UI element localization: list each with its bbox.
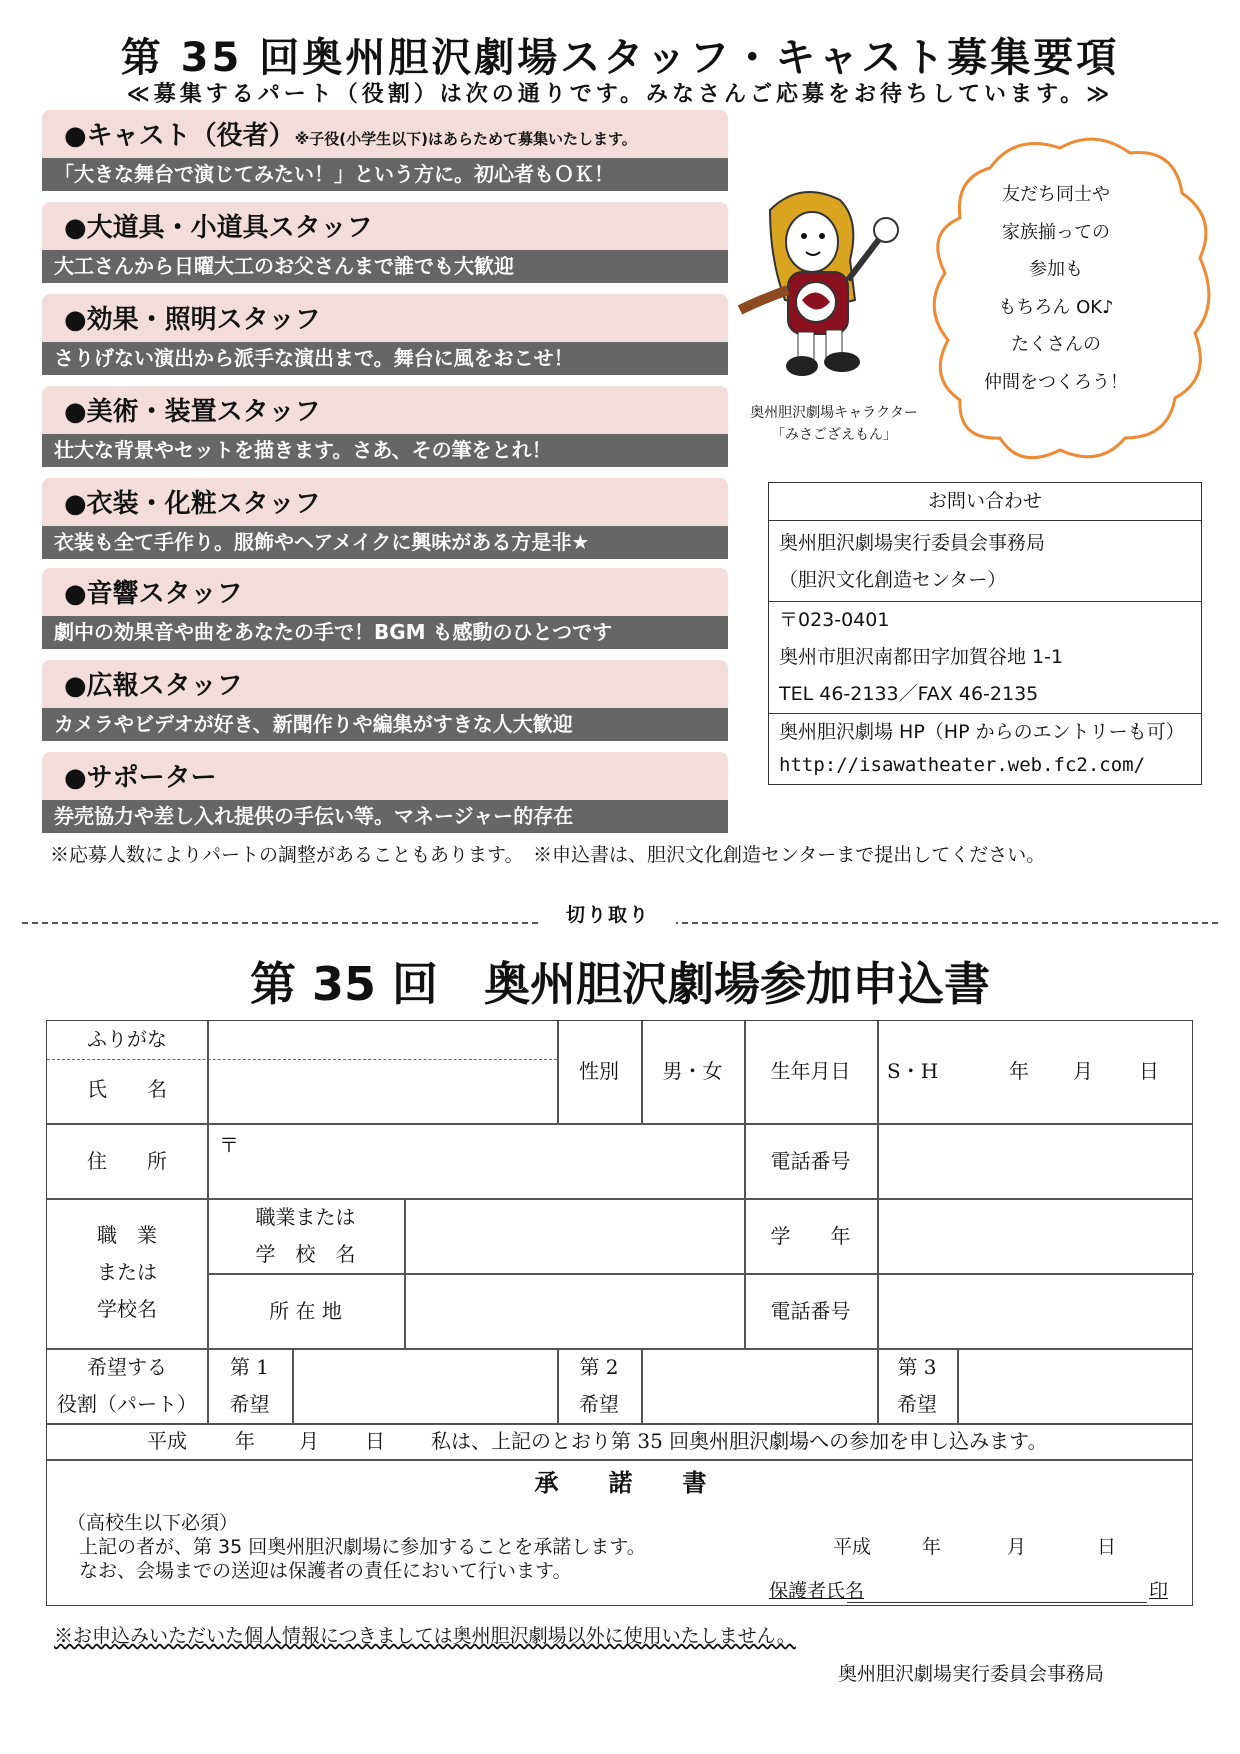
wish-third-input[interactable] <box>959 1350 1192 1421</box>
consent-year: 年 <box>922 1536 942 1558</box>
guardian-signature-line[interactable] <box>847 1602 1147 1603</box>
phone-label: 電話番号 <box>770 1149 851 1173</box>
cloud-line: もちろん OK♪ <box>998 296 1114 318</box>
job-label-line3: 学校名 <box>97 1297 157 1321</box>
contact-url[interactable]: http://isawatheater.web.fc2.com/ <box>779 754 1146 776</box>
role-desc: 劇中の効果音や曲をあなたの手で！BGM も感動のひとつです <box>42 616 728 649</box>
role-cast <box>42 110 728 193</box>
grade-label: 学 年 <box>770 1224 851 1248</box>
wish-third-line1: 第 3 <box>897 1355 937 1379</box>
mascot-icon <box>730 180 930 390</box>
phone2-input[interactable] <box>879 1275 1192 1346</box>
role-supporter <box>42 752 728 835</box>
wish-label-line1: 希望する <box>87 1355 167 1379</box>
job-or-school-line2: 学 校 名 <box>255 1242 356 1266</box>
job-input[interactable] <box>406 1200 742 1271</box>
location-input[interactable] <box>406 1275 742 1346</box>
address-label: 住 所 <box>87 1149 167 1173</box>
role-lighting <box>42 294 728 377</box>
job-or-school-line1: 職業または <box>255 1205 356 1229</box>
cloud-line: 仲間をつくろう！ <box>984 371 1128 393</box>
birth-era[interactable]: S・H <box>887 1059 939 1083</box>
consent-title: 承諾書 <box>534 1469 757 1497</box>
form-title: 第 35 回 奥州胆沢劇場参加申込書 <box>249 957 991 1011</box>
character-illustration <box>730 180 930 390</box>
wish-second-input[interactable] <box>643 1350 875 1421</box>
consent-month: 月 <box>1007 1536 1027 1558</box>
contact-postal: 〒023-0401 <box>769 601 1201 639</box>
wish-label <box>47 1349 207 1423</box>
wish-first-label <box>207 1349 292 1423</box>
role-sound <box>42 568 728 651</box>
birth-year: 年 <box>1009 1059 1029 1083</box>
phone2-label: 電話番号 <box>770 1299 851 1323</box>
birth-label: 生年月日 <box>770 1059 851 1083</box>
character-caption-line1: 奥州胆沢劇場キャラクター <box>750 405 918 421</box>
consent-requirement: （高校生以下必須） <box>67 1512 239 1534</box>
declaration-year: 年 <box>235 1429 255 1453</box>
consent-line1: 上記の者が、第 35 回奥州胆沢劇場に参加することを承諾します。 <box>79 1536 646 1558</box>
name-input[interactable] <box>209 1063 555 1121</box>
role-costume <box>42 478 728 561</box>
role-name: ●効果・照明スタッフ <box>64 305 321 335</box>
declaration-text: 私は、上記のとおり第 35 回奥州胆沢劇場への参加を申し込みます。 <box>431 1429 1048 1453</box>
character-caption-line2: 「みさござえもん」 <box>771 427 897 443</box>
postal-mark: 〒 <box>219 1133 239 1157</box>
birth-day: 日 <box>1139 1059 1159 1083</box>
contact-header: お問い合わせ <box>769 483 1201 521</box>
contact-org: 奥州胆沢劇場実行委員会事務局 <box>779 532 1046 554</box>
cut-label: 切り取り <box>540 902 676 928</box>
birth-month: 月 <box>1073 1059 1093 1083</box>
wish-second-line1: 第 2 <box>579 1355 619 1379</box>
role-name: ●美術・装置スタッフ <box>64 397 321 427</box>
contact-box <box>768 482 1202 785</box>
footnote: ※応募人数によりパートの調整があることもあります。 ※申込書は、胆沢文化創造センターまで提出してください。 <box>50 844 1046 866</box>
cloud-text <box>945 176 1167 401</box>
role-name: ●衣装・化粧スタッフ <box>64 489 321 519</box>
declaration-month: 月 <box>299 1429 319 1453</box>
contact-tel: TEL 46-2133／FAX 46-2135 <box>779 683 1039 705</box>
job-or-school-label <box>207 1199 404 1273</box>
role-name: ●大道具・小道具スタッフ <box>64 213 373 243</box>
consent-line2: なお、会場までの送迎は保護者の責任において行います。 <box>79 1560 572 1582</box>
job-label-line1: 職 業 <box>97 1223 157 1247</box>
wish-second-line2: 希望 <box>579 1392 619 1416</box>
role-name: ●音響スタッフ <box>64 579 243 609</box>
role-desc: 「大きな舞台で演じてみたい！」という方に。初心者もＯＫ！ <box>42 158 728 191</box>
cloud-line: 友だち同士や <box>1002 184 1110 205</box>
wish-label-line2: 役割（パート） <box>57 1392 197 1416</box>
role-name: ●キャスト（役者） <box>64 121 295 151</box>
role-desc: 壮大な背景やセットを描きます。さあ、その筆をとれ！ <box>42 434 728 467</box>
role-desc: 大工さんから日曜大工のお父さんまで誰でも大歓迎 <box>42 250 728 283</box>
wish-third-label <box>877 1349 957 1423</box>
job-label <box>47 1217 207 1328</box>
wish-first-input[interactable] <box>294 1350 555 1421</box>
wish-first-line2: 希望 <box>229 1392 270 1416</box>
guardian-label: 保護者氏名 <box>769 1580 865 1602</box>
office-name: 奥州胆沢劇場実行委員会事務局 <box>838 1663 1105 1685</box>
role-art <box>42 386 728 469</box>
declaration-day: 日 <box>365 1429 385 1453</box>
declaration-era: 平成 <box>147 1429 187 1453</box>
character-caption <box>726 402 942 446</box>
role-note: ※子役(小学生以下)はあらためて募集いたします。 <box>294 130 637 148</box>
application-form <box>46 1020 1193 1606</box>
role-name: ●サポーター <box>64 763 217 793</box>
job-label-line2: または <box>97 1260 157 1284</box>
seal-label: 印 <box>1149 1580 1169 1602</box>
role-desc: カメラやビデオが好き、新聞作りや編集がすきな人大歓迎 <box>42 708 728 741</box>
page-subtitle: ≪募集するパート（役割）は次の通りです。みなさんご応募をお待ちしています。≫ <box>126 82 1114 107</box>
furigana-label: ふりがな <box>87 1027 167 1051</box>
role-name: ●広報スタッフ <box>64 671 243 701</box>
role-props <box>42 202 728 285</box>
wish-second-label <box>557 1349 641 1423</box>
page-title: 第 35 回奥州胆沢劇場スタッフ・キャスト募集要項 <box>120 35 1120 81</box>
gender-options[interactable]: 男・女 <box>662 1059 723 1083</box>
cloud-line: たくさんの <box>1011 334 1101 355</box>
contact-hp-label: 奥州胆沢劇場 HP（HP からのエントリーも可） <box>769 713 1201 751</box>
role-desc: 衣装も全て手作り。服飾やヘアメイクに興味がある方是非★ <box>42 526 728 559</box>
consent-era: 平成 <box>833 1536 872 1558</box>
contact-address: 奥州市胆沢南都田字加賀谷地 1-1 <box>779 646 1064 668</box>
privacy-notice: ※お申込みいただいた個人情報につきましては奥州胆沢劇場以外に使用いたしません。 <box>54 1625 796 1647</box>
cloud-line: 参加も <box>1029 259 1083 280</box>
wish-first-line1: 第 1 <box>229 1355 270 1379</box>
role-pr <box>42 660 728 743</box>
role-desc: 券売協力や差し入れ提供の手伝い等。マネージャー的存在 <box>42 800 728 833</box>
grade-input[interactable] <box>879 1200 1192 1271</box>
location-label: 所 在 地 <box>269 1299 342 1323</box>
cloud-line: 家族揃っての <box>1002 221 1110 243</box>
consent-day: 日 <box>1097 1536 1117 1558</box>
wish-third-line2: 希望 <box>897 1392 937 1416</box>
phone-input[interactable] <box>879 1125 1192 1196</box>
gender-label: 性別 <box>579 1059 619 1083</box>
address-input[interactable] <box>209 1125 742 1196</box>
contact-center: （胆沢文化創造センター） <box>779 569 1007 591</box>
furigana-input[interactable] <box>209 1023 555 1058</box>
role-desc: さりげない演出から派手な演出まで。舞台に風をおこせ！ <box>42 342 728 375</box>
name-label: 氏 名 <box>87 1077 167 1101</box>
